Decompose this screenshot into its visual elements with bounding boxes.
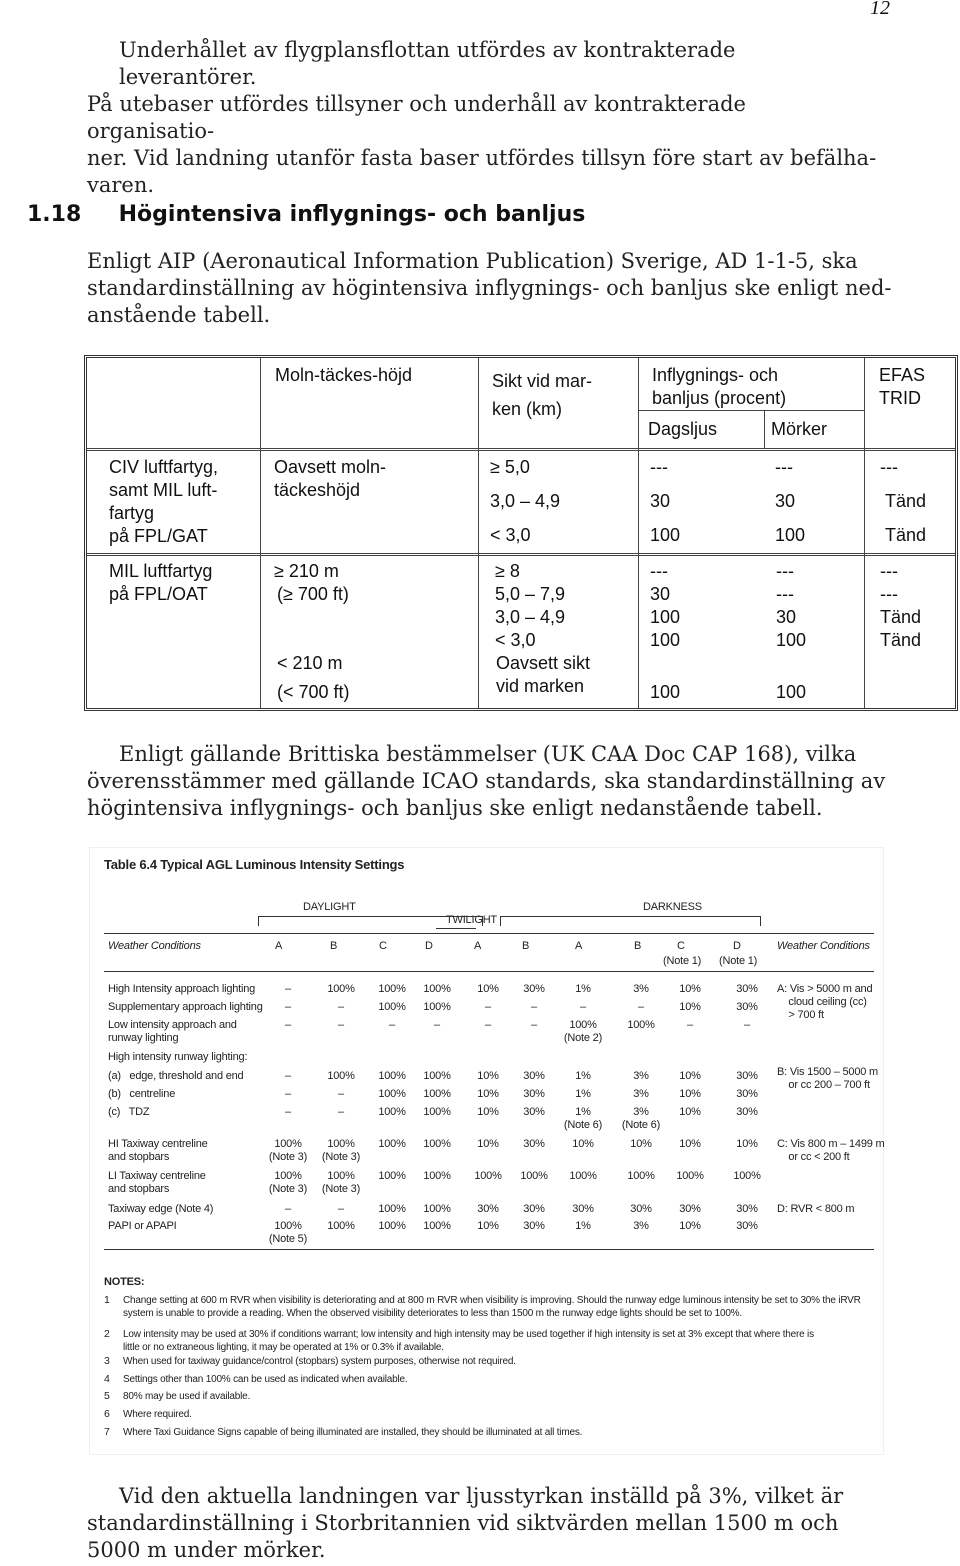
table-row-label: (c) TDZ bbox=[108, 1106, 150, 1118]
table-cell: 100% bbox=[627, 1019, 655, 1031]
table-cell: 10% bbox=[679, 1001, 701, 1013]
subheader-line bbox=[638, 410, 864, 411]
table-row-label: Supplementary approach lighting bbox=[108, 1001, 263, 1013]
header-daylight: Dagsljus bbox=[648, 419, 718, 439]
uk-line: högintensiva inflygnings- och banljus ske enligt nedanstående tabell. bbox=[87, 796, 823, 820]
table-cell: – bbox=[638, 1001, 644, 1013]
table-cell: 10% bbox=[477, 983, 499, 995]
header-lights: Inflygnings- och banljus (procent) bbox=[652, 365, 787, 408]
header-top-rule bbox=[104, 933, 874, 934]
table-cell: 30% bbox=[477, 1203, 499, 1215]
table-cell: 100% bbox=[423, 1220, 451, 1232]
table-cell: 10% bbox=[477, 1088, 499, 1100]
header-cloud-height: Moln-täckes-höjd bbox=[275, 365, 413, 385]
header-bottom-rule bbox=[104, 971, 874, 972]
twilight-bracket bbox=[436, 928, 476, 929]
table-cell: 10% bbox=[679, 1138, 701, 1150]
bracket-tick bbox=[482, 916, 483, 926]
table-cell: 100% (Note 2) bbox=[563, 1019, 603, 1044]
row1-efas: Tänd bbox=[885, 491, 927, 511]
closing-line: standardinställning i Storbritannien vid siktvärden mellan 1500 m och bbox=[87, 1511, 839, 1535]
notes-title: NOTES: bbox=[104, 1276, 145, 1288]
table-cell: – bbox=[338, 1001, 344, 1013]
intro-line: På utebaser utfördes tillsyner och underhåll av kontrakterade organisatio- bbox=[87, 92, 746, 143]
row1-day: 100 bbox=[650, 525, 681, 545]
row2-cloud-b: < 210 m bbox=[277, 653, 343, 673]
col-header: C bbox=[379, 940, 387, 952]
table-row-label: (b) centreline bbox=[108, 1088, 176, 1100]
table-cell: 10% bbox=[477, 1070, 499, 1082]
row2-efas-a: --- --- Tänd Tänd bbox=[880, 561, 922, 650]
row1-cloud: Oavsett moln- täckeshöjd bbox=[274, 457, 387, 500]
row2-dark-a: --- --- 30 100 bbox=[776, 561, 807, 650]
aip-paragraph bbox=[87, 248, 927, 329]
table-row-label: (a) edge, threshold and end bbox=[108, 1070, 244, 1082]
row2-vis-b: Oavsett sikt vid marken bbox=[496, 653, 591, 696]
table-cell: 3% bbox=[633, 1070, 649, 1082]
row1-dark: 100 bbox=[775, 525, 806, 545]
table-cell: 30% bbox=[736, 1106, 758, 1118]
row1-day: 30 bbox=[650, 491, 671, 511]
table-cell: – bbox=[531, 1001, 537, 1013]
row-separator bbox=[87, 553, 955, 556]
table-cell: 100% bbox=[378, 1138, 406, 1150]
table-cell: – bbox=[285, 1203, 291, 1215]
aip-line: anstående tabell. bbox=[87, 303, 271, 327]
col-note: (Note 1) bbox=[663, 955, 702, 967]
darkness-header: DARKNESS bbox=[643, 901, 702, 913]
table-cell: 100% bbox=[378, 1070, 406, 1082]
weather-legend-c: C: Vis 800 m – 1499 m or cc < 200 ft bbox=[777, 1138, 885, 1163]
uk-paragraph bbox=[87, 741, 927, 822]
row1-vis: ≥ 5,0 bbox=[490, 457, 530, 477]
table-bottom-rule bbox=[104, 1249, 874, 1250]
col-header: A bbox=[474, 940, 482, 952]
column-separator bbox=[478, 358, 479, 708]
table-cell: 30% bbox=[523, 1088, 545, 1100]
table-cell: 30% bbox=[679, 1203, 701, 1215]
note-number: 7 bbox=[104, 1426, 110, 1438]
note-number: 6 bbox=[104, 1408, 110, 1420]
table-cell: – bbox=[531, 1019, 537, 1031]
table-cell: 100% bbox=[327, 983, 355, 995]
header-visibility: Sikt vid mar- ken (km) bbox=[492, 371, 593, 419]
row-separator bbox=[87, 448, 955, 451]
table-cell: 100% bbox=[378, 1088, 406, 1100]
section-heading bbox=[27, 202, 585, 227]
header-efas-trid: EFAS TRID bbox=[879, 365, 926, 408]
section-title: Högintensiva inflygnings- och banljus bbox=[118, 202, 586, 227]
table-cell: – bbox=[687, 1019, 693, 1031]
col-header: D bbox=[425, 940, 433, 952]
table-cell: 1% bbox=[575, 983, 591, 995]
daylight-bracket bbox=[258, 916, 482, 917]
intro-paragraph bbox=[87, 37, 877, 199]
note-number: 2 bbox=[104, 1328, 110, 1340]
table-cell: 100% (Note 3) bbox=[268, 1170, 308, 1195]
table-cell: – bbox=[338, 1106, 344, 1118]
table-cell: – bbox=[434, 1019, 440, 1031]
table-cell: 100% bbox=[327, 1070, 355, 1082]
table-row-label: PAPI or APAPI bbox=[108, 1220, 177, 1232]
table-cell: 10% bbox=[679, 1106, 701, 1118]
table-cell: 30% bbox=[523, 1070, 545, 1082]
daylight-header: DAYLIGHT bbox=[303, 901, 356, 913]
table-row-label: LI Taxiway centreline and stopbars bbox=[108, 1170, 206, 1195]
row1-vis: 3,0 – 4,9 bbox=[490, 491, 561, 511]
note-number: 4 bbox=[104, 1373, 110, 1385]
weather-legend-d: D: RVR < 800 m bbox=[777, 1203, 855, 1215]
table-cell: 30% bbox=[523, 983, 545, 995]
bracket-tick bbox=[500, 916, 501, 926]
intro-line: ner. Vid landning utanför fasta baser utfördes tillsyn före start av befälha- bbox=[87, 146, 877, 170]
table-cell: 100% (Note 5) bbox=[268, 1220, 308, 1245]
table-cell: – bbox=[285, 1001, 291, 1013]
table-cell: 30% bbox=[736, 1203, 758, 1215]
page-number: 12 bbox=[870, 0, 890, 19]
section-number: 1.18 bbox=[27, 202, 82, 227]
table-cell: 10% bbox=[477, 1220, 499, 1232]
row2-dark-b: 100 bbox=[776, 682, 807, 702]
table-cell: 10% bbox=[679, 983, 701, 995]
weather-conditions-header-right: Weather Conditions bbox=[777, 940, 870, 952]
table-cell: – bbox=[485, 1001, 491, 1013]
note-text: Where Taxi Guidance Signs capable of being illuminated are installed, they should be illuminated at all times. bbox=[123, 1427, 583, 1438]
table-cell: 100% bbox=[378, 1001, 406, 1013]
table-cell: – bbox=[285, 1088, 291, 1100]
table-cell: 100% (Note 3) bbox=[321, 1138, 361, 1163]
table-cell: 100% bbox=[423, 1170, 451, 1182]
table-cell: 100% bbox=[627, 1170, 655, 1182]
row2-day-a: --- 30 100 100 bbox=[650, 561, 681, 650]
table-cell: 3% (Note 6) bbox=[621, 1106, 661, 1131]
table-cell: 3% bbox=[633, 983, 649, 995]
table-cell: 100% (Note 3) bbox=[268, 1138, 308, 1163]
row1-dark: --- bbox=[775, 457, 793, 477]
table-cell: 100% bbox=[733, 1170, 761, 1182]
settings-table-sweden bbox=[84, 355, 958, 711]
table-cell: – bbox=[744, 1019, 750, 1031]
row1-dark: 30 bbox=[775, 491, 796, 511]
table-cell: 30% bbox=[572, 1203, 594, 1215]
table-cell: 1% (Note 6) bbox=[563, 1106, 603, 1131]
table-cell: 1% bbox=[575, 1070, 591, 1082]
table-cell: 10% bbox=[679, 1088, 701, 1100]
closing-line: 5000 m under mörker. bbox=[87, 1538, 326, 1562]
table-cell: – bbox=[485, 1019, 491, 1031]
table-row-label: Low intensity approach and runway lighting bbox=[108, 1019, 237, 1044]
table-cell: 100% bbox=[423, 983, 451, 995]
bracket-tick bbox=[760, 916, 761, 926]
weather-legend-b: B: Vis 1500 – 5000 m or cc 200 – 700 ft bbox=[777, 1066, 878, 1091]
table-cell: 100% bbox=[378, 1203, 406, 1215]
note-text: Where required. bbox=[123, 1409, 192, 1420]
aip-line: standardinställning av högintensiva inflygnings- och banljus ske enligt ned- bbox=[87, 276, 892, 300]
table-cell: 10% bbox=[477, 1138, 499, 1150]
table-cell: 100% bbox=[327, 1220, 355, 1232]
col-header: D bbox=[733, 940, 741, 952]
note-number: 1 bbox=[104, 1294, 110, 1306]
twilight-header: TWILIGHT bbox=[446, 914, 497, 926]
table-cell: 30% bbox=[630, 1203, 652, 1215]
col-note: (Note 1) bbox=[719, 955, 758, 967]
table-cell: – bbox=[285, 983, 291, 995]
bracket-tick bbox=[258, 916, 259, 926]
table-row-label: Taxiway edge (Note 4) bbox=[108, 1203, 214, 1215]
table-cell: – bbox=[285, 1019, 291, 1031]
row2-category: MIL luftfartyg på FPL/OAT bbox=[109, 561, 213, 604]
col-header: A bbox=[275, 940, 283, 952]
uk-line: överensstämmer med gällande ICAO standards, ska standardinställning av bbox=[87, 769, 886, 793]
darkness-bracket bbox=[500, 916, 760, 917]
table-cell: 100% bbox=[569, 1170, 597, 1182]
table-cell: 3% bbox=[633, 1220, 649, 1232]
note-text: Change setting at 600 m RVR when visibility is deteriorating and at 800 m RVR when visibility is improving. Should the runway edge luminous intensity be set to 30% the iRVR system is unable to provide a reading. When the observed visibility deteriorates to less than 1500 m the runway edge lights should be set to 100%. bbox=[123, 1295, 861, 1319]
note-text: Settings other than 100% can be used as indicated when available. bbox=[123, 1374, 408, 1385]
note-text: Low intensity may be used at 30% if conditions warrant; low intensity and high intensity may be used together if high intensity is set at 3% except that where there is little or no extraneous lighting, it may be operated at 1% or 0.3% if available. bbox=[123, 1329, 814, 1353]
row1-day: --- bbox=[650, 457, 668, 477]
row1-efas: Tänd bbox=[885, 525, 927, 545]
table-cell: 30% bbox=[736, 1070, 758, 1082]
note-text: 80% may be used if available. bbox=[123, 1391, 251, 1402]
row2-cloud-b2: (< 700 ft) bbox=[277, 682, 350, 702]
table-cell: 100% bbox=[378, 983, 406, 995]
table-cell: 100% bbox=[423, 1070, 451, 1082]
table-cell: 30% bbox=[736, 1001, 758, 1013]
note-number: 5 bbox=[104, 1390, 110, 1402]
table-cell: – bbox=[285, 1070, 291, 1082]
table-cell: 10% bbox=[630, 1138, 652, 1150]
intro-line: Underhållet av flygplansflottan utfördes av kontrakterade leverantörer. bbox=[119, 38, 736, 89]
table-cell: 10% bbox=[477, 1106, 499, 1118]
uk-table-title: Table 6.4 Typical AGL Luminous Intensity Settings bbox=[104, 857, 405, 872]
table-cell: 10% bbox=[679, 1070, 701, 1082]
weather-conditions-header: Weather Conditions bbox=[108, 940, 201, 952]
note-text: When used for taxiway guidance/control (stopbars) system purposes, otherwise not required. bbox=[123, 1356, 516, 1367]
table-cell: 100% bbox=[378, 1220, 406, 1232]
column-separator bbox=[864, 358, 865, 708]
table-row-label: High intensity runway lighting: bbox=[108, 1051, 248, 1063]
aip-line: Enligt AIP (Aeronautical Information Publication) Sverige, AD 1-1-5, ska bbox=[87, 249, 858, 273]
table-cell: 30% bbox=[736, 1220, 758, 1232]
table-cell: 3% bbox=[633, 1088, 649, 1100]
table-cell: 100% bbox=[423, 1203, 451, 1215]
table-cell: 30% bbox=[736, 1088, 758, 1100]
row2-vis-a: ≥ 8 5,0 – 7,9 3,0 – 4,9 < 3,0 bbox=[495, 561, 566, 650]
table-cell: 100% bbox=[423, 1088, 451, 1100]
table-cell: 30% bbox=[736, 983, 758, 995]
table-cell: 1% bbox=[575, 1220, 591, 1232]
column-separator bbox=[260, 358, 261, 708]
table-cell: 1% bbox=[575, 1088, 591, 1100]
row2-day-b: 100 bbox=[650, 682, 681, 702]
table-cell: – bbox=[338, 1088, 344, 1100]
table-row-label: HI Taxiway centreline and stopbars bbox=[108, 1138, 208, 1163]
table-cell: 30% bbox=[523, 1106, 545, 1118]
table-cell: 100% bbox=[423, 1138, 451, 1150]
table-cell: – bbox=[580, 1001, 586, 1013]
table-cell: 100% bbox=[474, 1170, 502, 1182]
row2-cloud-a: ≥ 210 m bbox=[274, 561, 339, 581]
table-cell: 100% bbox=[378, 1170, 406, 1182]
table-cell: 30% bbox=[523, 1220, 545, 1232]
uk-line: Enligt gällande Brittiska bestämmelser (UK CAA Doc CAP 168), vilka bbox=[119, 742, 857, 766]
table-cell: – bbox=[338, 1203, 344, 1215]
table-cell: – bbox=[389, 1019, 395, 1031]
table-cell: 10% bbox=[679, 1220, 701, 1232]
row1-vis: < 3,0 bbox=[490, 525, 531, 545]
table-row-label: High Intensity approach lighting bbox=[108, 983, 256, 995]
table-cell: 10% bbox=[572, 1138, 594, 1150]
col-header: A bbox=[575, 940, 583, 952]
col-header: B bbox=[522, 940, 530, 952]
closing-paragraph bbox=[87, 1483, 927, 1564]
row1-efas: --- bbox=[880, 457, 898, 477]
table-cell: 100% (Note 3) bbox=[321, 1170, 361, 1195]
table-cell: 100% bbox=[520, 1170, 548, 1182]
table-cell: 100% bbox=[423, 1001, 451, 1013]
table-cell: 100% bbox=[423, 1106, 451, 1118]
subheader-divider bbox=[764, 410, 765, 448]
table-cell: 100% bbox=[676, 1170, 704, 1182]
table-cell: 30% bbox=[523, 1203, 545, 1215]
col-header: B bbox=[634, 940, 642, 952]
table-cell: 30% bbox=[523, 1138, 545, 1150]
uk-intensity-table bbox=[90, 848, 883, 1454]
intro-line: varen. bbox=[87, 173, 155, 197]
row2-cloud-a2: (≥ 700 ft) bbox=[277, 584, 349, 604]
note-number: 3 bbox=[104, 1355, 110, 1367]
row1-category: CIV luftfartyg, samt MIL luft- fartyg på FPL/GAT bbox=[109, 457, 219, 546]
col-header: C bbox=[677, 940, 685, 952]
table-cell: – bbox=[338, 1019, 344, 1031]
col-header: B bbox=[330, 940, 338, 952]
closing-line: Vid den aktuella landningen var ljusstyrkan inställd på 3%, vilket är bbox=[119, 1484, 844, 1508]
table-cell: 100% bbox=[378, 1106, 406, 1118]
table-cell: – bbox=[285, 1106, 291, 1118]
weather-legend-a: A: Vis > 5000 m and cloud ceiling (cc) > 700 ft bbox=[777, 983, 873, 1021]
header-darkness: Mörker bbox=[771, 419, 828, 439]
table-cell: 10% bbox=[736, 1138, 758, 1150]
